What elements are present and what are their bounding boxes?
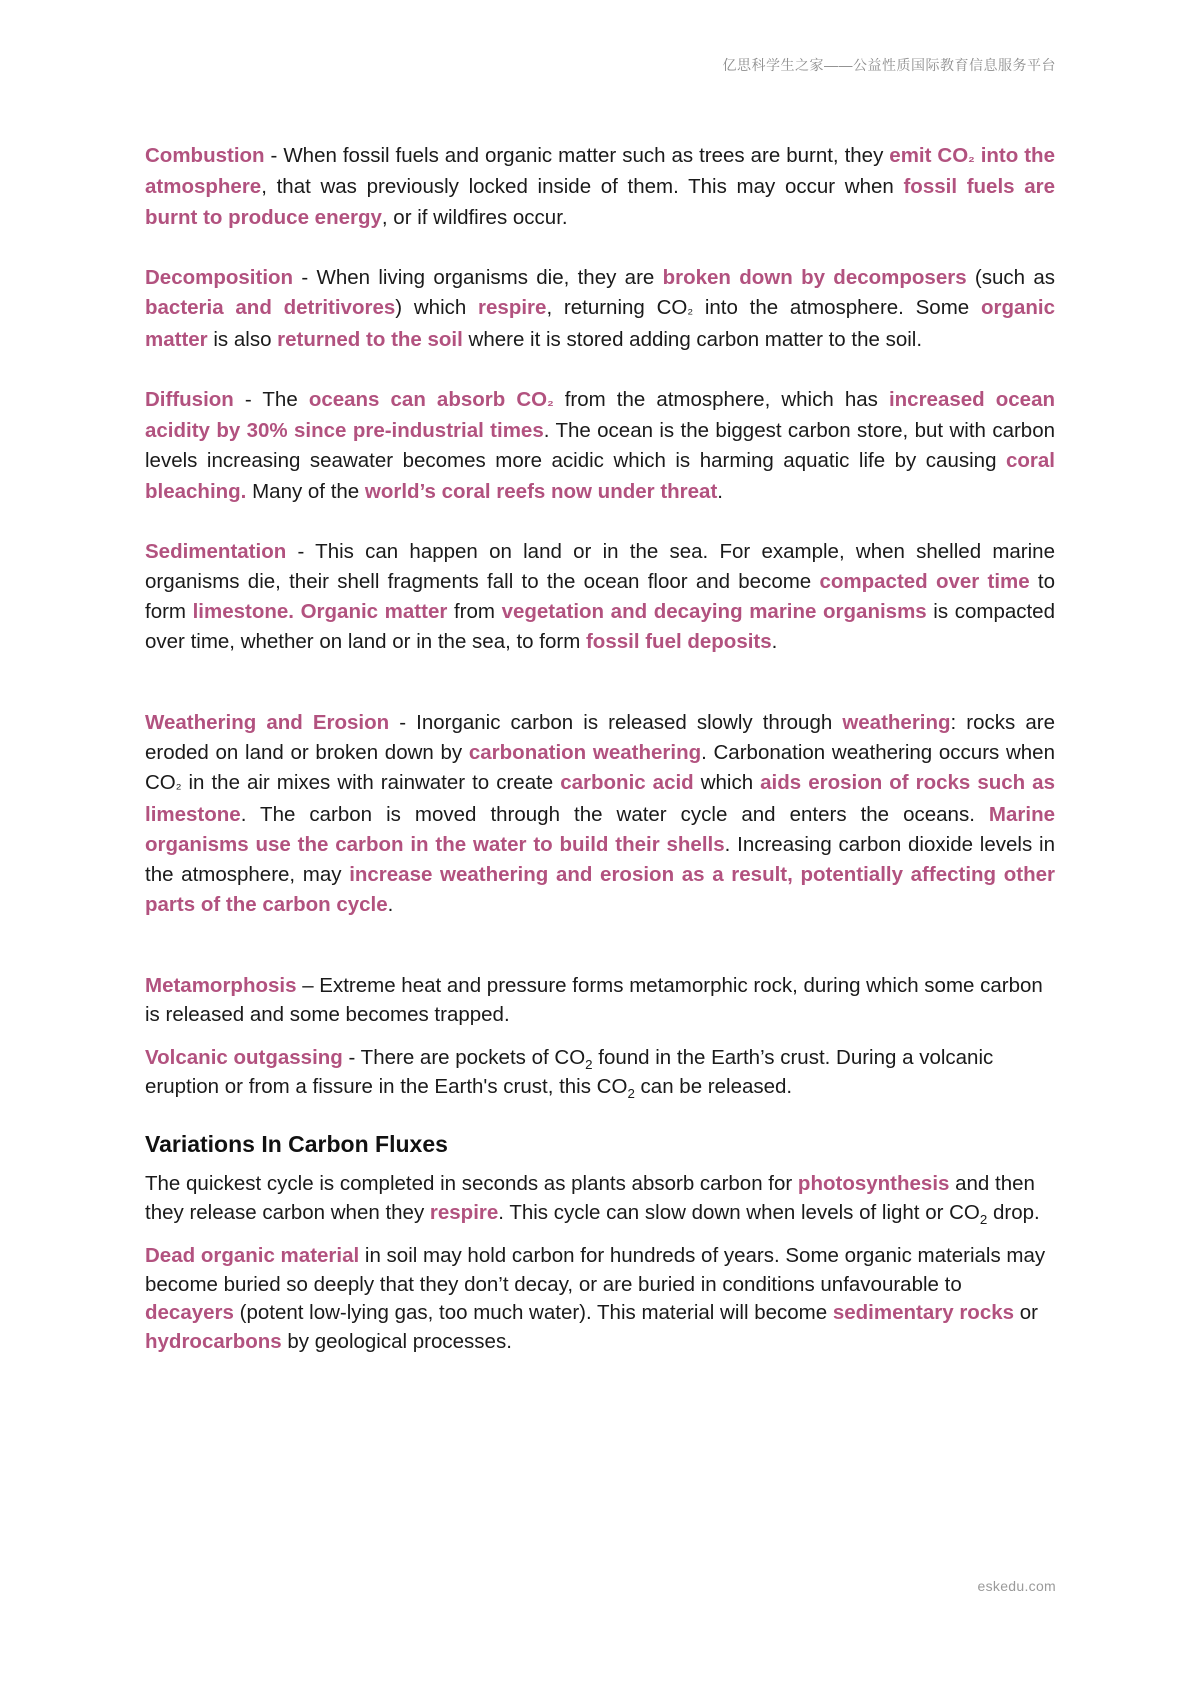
highlighted-term: increase weathering and erosion as a result, potentially affecting other parts of the carbon cycle — [145, 862, 1056, 917]
body-text: where it is stored adding carbon matter to the soil. — [462, 327, 923, 351]
document-body — [145, 141, 1055, 1371]
highlighted-term: into the atmosphere — [145, 144, 1055, 199]
body-text: - This can happen on land or in the sea. For example, when shelled marine organisms die, their shell fragments fall to the ocean floor and become — [145, 539, 1055, 594]
highlighted-term: ₂ — [968, 149, 975, 166]
body-text: which — [693, 771, 761, 795]
paragraph-combustion — [145, 141, 1055, 233]
highlighted-term: Diffusion — [145, 387, 234, 411]
body-text: . The ocean is the biggest carbon store, but with carbon levels increasing seawater becomes more acidic which is harming aquatic life by causing — [145, 419, 1056, 473]
highlighted-term: oceans can absorb CO — [308, 387, 548, 411]
body-text: - There are pockets of CO — [342, 1046, 586, 1070]
highlighted-term: respire — [478, 296, 547, 320]
body-text: . Increasing carbon dioxide levels in the atmosphere, may — [145, 832, 1055, 886]
highlighted-term: limestone. Organic matter — [192, 600, 448, 624]
body-text: in soil may hold carbon for hundreds of years. Some organic materials may become buried so deeply that they don’t decay, or are buried in conditions unfavourable to — [145, 1244, 1046, 1296]
highlighted-term: Combustion — [145, 144, 265, 167]
body-text: and then they release carbon when they — [145, 1172, 1035, 1224]
page-footer-url: eskedu.com — [977, 1578, 1056, 1594]
body-text: ₂ — [687, 301, 694, 318]
highlighted-term: emit CO — [889, 144, 969, 167]
body-text: by geological processes. — [281, 1329, 512, 1353]
highlighted-term: carbonic acid — [560, 771, 694, 795]
body-text: , that was previously locked inside of them. This may occur when — [261, 175, 904, 199]
body-text: . — [771, 630, 778, 654]
highlighted-term: aids erosion of rocks such as limestone — [145, 771, 1055, 826]
body-text: to form — [145, 570, 1056, 624]
highlighted-term: weathering — [842, 710, 951, 734]
body-text: . This cycle can slow down when levels of light or CO — [498, 1200, 980, 1224]
highlighted-term: Decomposition — [145, 265, 294, 289]
page-header: 亿思科学生之家——公益性质国际教育信息服务平台 — [722, 57, 1056, 73]
highlighted-term: decayers — [145, 1301, 234, 1325]
highlighted-term: respire — [429, 1200, 499, 1224]
body-text: found in the Earth’s crust. During a volcanic eruption or from a fissure in the Earth's crust, this CO — [145, 1046, 994, 1098]
section-heading: Variations In Carbon Fluxes — [145, 1131, 448, 1158]
body-text: , returning CO — [546, 296, 688, 320]
body-text: - The — [233, 387, 309, 411]
body-text: drop. — [987, 1200, 1040, 1224]
subscript-text: 2 — [627, 1085, 635, 1101]
paragraph-volcanic-outgassing — [145, 1044, 1055, 1101]
highlighted-term: sedimentary rocks — [832, 1301, 1015, 1325]
body-text: . — [717, 479, 723, 503]
highlighted-term: Weathering and Erosion — [145, 710, 390, 734]
paragraph-metamorphosis — [145, 972, 1055, 1029]
highlighted-term: fossil fuels are burnt to produce energy — [145, 175, 1056, 229]
paragraph-sedimentation — [145, 537, 1055, 658]
body-text: from — [447, 600, 502, 624]
body-text: - When living organisms die, they are — [293, 265, 663, 289]
highlighted-term: Volcanic outgassing — [145, 1046, 343, 1070]
highlighted-term: Sedimentation — [145, 539, 287, 563]
body-text: is also — [207, 327, 278, 351]
subscript-text: 2 — [979, 1211, 988, 1227]
body-text: The quickest cycle is completed in seconds as plants absorb carbon for — [145, 1172, 798, 1196]
body-text: can be released. — [634, 1074, 793, 1098]
highlighted-term: returned to the soil — [277, 327, 463, 351]
body-text: or — [1014, 1301, 1038, 1325]
body-text: – Extreme heat and pressure forms metamorphic rock, during which some carbon is released and some becomes trapped. — [145, 974, 1043, 1026]
highlighted-term: compacted over time — [819, 570, 1030, 594]
subscript-text: 2 — [585, 1057, 593, 1073]
highlighted-term: increased ocean acidity by 30% since pre-industrial times — [145, 387, 1055, 443]
highlighted-term: Metamorphosis — [145, 974, 297, 998]
highlighted-term: broken down by decomposers — [662, 265, 967, 289]
paragraph-diffusion — [145, 385, 1055, 507]
highlighted-term: organic matter — [145, 296, 1055, 351]
highlighted-term: coral bleaching. — [145, 449, 1055, 503]
highlighted-term: fossil fuel deposits — [585, 630, 772, 654]
paragraph-decomposition — [145, 263, 1055, 355]
highlighted-term: ₂ — [547, 393, 554, 410]
body-text: ) which — [395, 296, 479, 320]
body-text: is compacted over time, whether on land or in the sea, to form — [145, 600, 1055, 654]
highlighted-term: hydrocarbons — [145, 1329, 282, 1353]
highlighted-term: photosynthesis — [797, 1172, 950, 1196]
body-text: (such as — [966, 265, 1055, 289]
body-text: . The carbon is moved through the water cycle and enters the oceans. — [240, 802, 989, 826]
body-text: from the atmosphere, which has — [553, 387, 889, 411]
body-text: into the atmosphere. Some — [693, 296, 981, 320]
body-text: ₂ — [175, 776, 182, 793]
highlighted-term: bacteria and detritivores — [145, 296, 396, 320]
body-text: - Inorganic carbon is released slowly through — [389, 710, 843, 734]
paragraph-quickest-cycle — [145, 1170, 1055, 1227]
paragraph-dead-organic-material — [145, 1242, 1055, 1356]
highlighted-term: Marine organisms use the carbon in the water to build their shells — [145, 802, 1055, 856]
body-text: . — [387, 893, 394, 917]
body-text: (potent low-lying gas, too much water). This material will become — [233, 1301, 833, 1325]
paragraph-weathering-erosion — [145, 708, 1055, 921]
body-text: in the air mixes with rainwater to create — [181, 771, 561, 795]
highlighted-term: Dead organic material — [145, 1244, 360, 1268]
body-text: , or if wildfires occur. — [381, 205, 568, 229]
body-text: Many of the — [246, 479, 365, 503]
body-text: : rocks are eroded on land or broken down by — [145, 710, 1055, 764]
highlighted-term: vegetation and decaying marine organisms — [501, 600, 927, 624]
body-text: . Carbonation weathering occurs when CO — [145, 740, 1055, 795]
highlighted-term: world’s coral reefs now under threat — [364, 479, 718, 503]
body-text: - When fossil fuels and organic matter such as trees are burnt, they — [264, 144, 890, 167]
highlighted-term: carbonation weathering — [468, 740, 702, 764]
